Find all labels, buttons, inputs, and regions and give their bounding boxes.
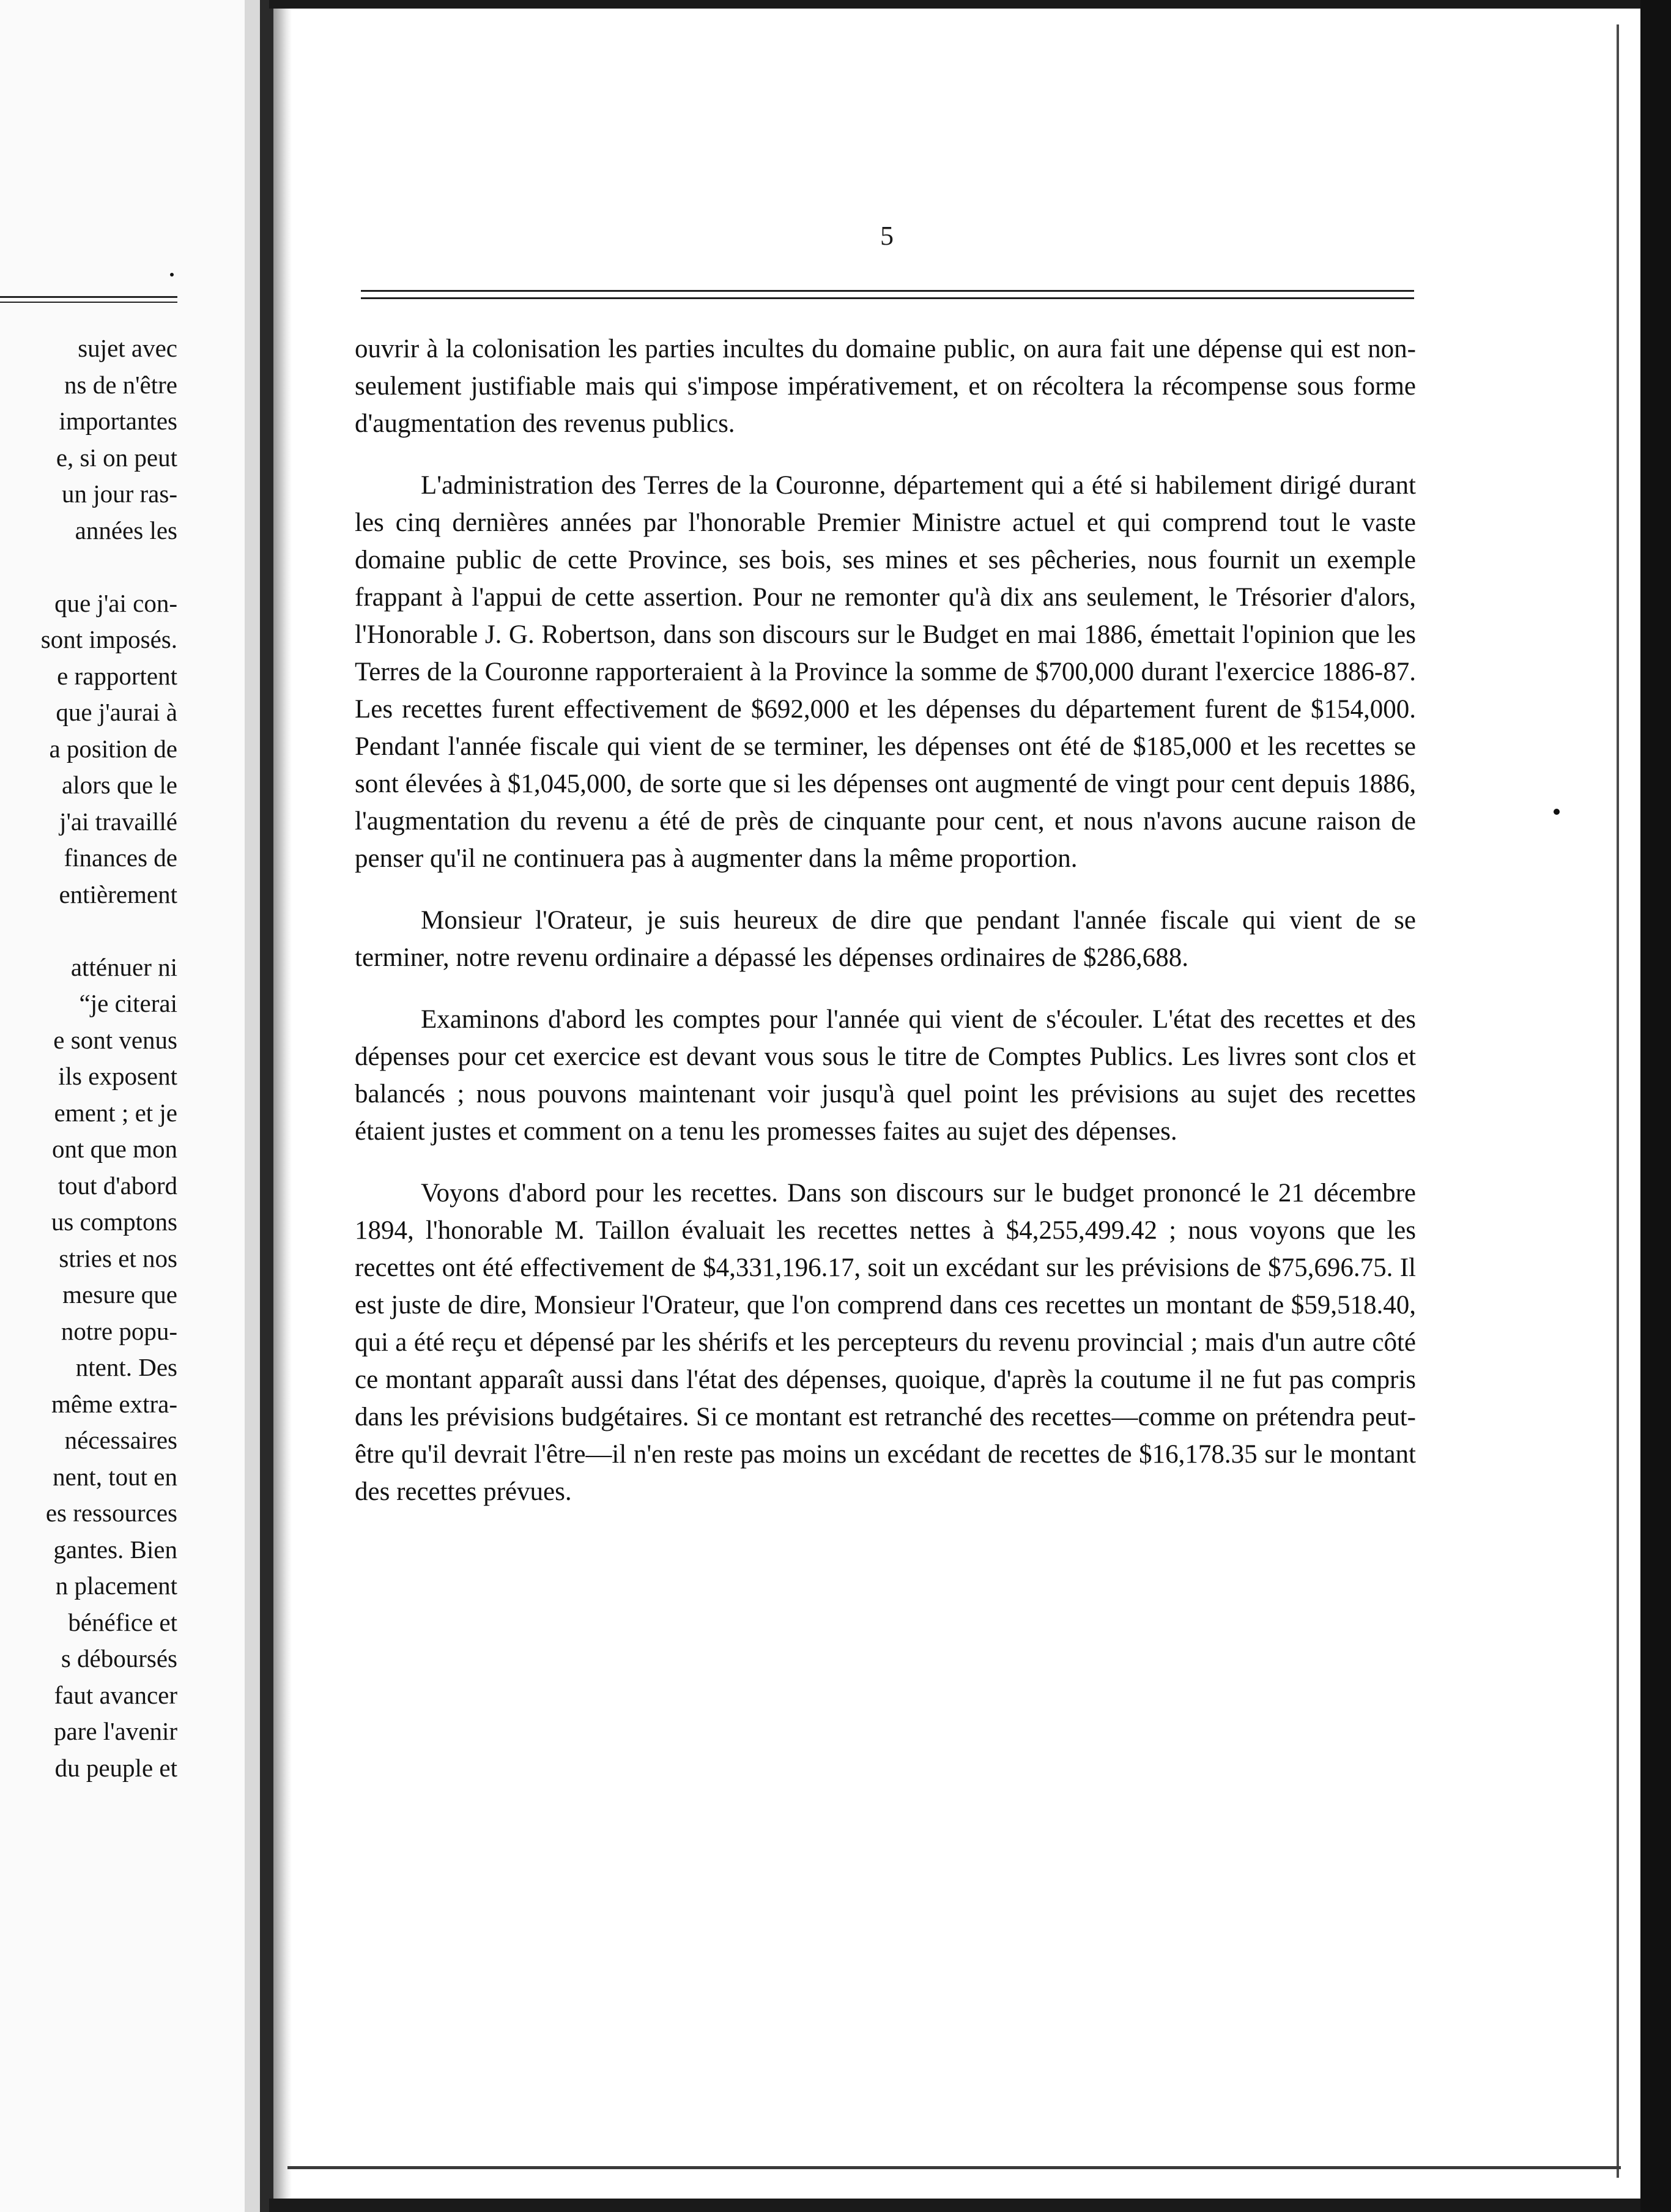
facing-line: pare l'avenir bbox=[53, 1717, 177, 1745]
facing-line: atténuer ni bbox=[70, 952, 177, 981]
facing-line: es ressources bbox=[45, 1499, 177, 1527]
facing-line: gantes. Bien bbox=[53, 1535, 177, 1564]
page-number: 5 bbox=[880, 221, 894, 251]
facing-line: du peuple et bbox=[54, 1753, 177, 1782]
facing-line-gap bbox=[0, 549, 177, 585]
facing-line: nent, tout en bbox=[53, 1462, 177, 1491]
paragraph-continuation: ouvrir à la colonisation les parties incultes du domaine public, on aura fait une dépense qui est non-seulement justifiable mais qui s'impose impérativement, et on récoltera la récompense sous forme d'augmentation des revenus publics. bbox=[355, 335, 1416, 438]
paragraph-surplus: Monsieur l'Orateur, je suis heureux de dire que pendant l'année fiscale qui vient de se terminer, notre revenu ordinaire a dépassé les dépenses ordinaires de $286,688. bbox=[355, 906, 1416, 972]
facing-line: tout d'abord bbox=[57, 1171, 177, 1200]
facing-page-text bbox=[0, 330, 177, 1786]
paragraph-crown-lands: L'administration des Terres de la Couronne, département qui a été si habilement dirigé durant les cinq dernières années par l'honorable Premier Ministre actuel et qui comprend tout le vaste domaine public de cette Province, ses bois, ses mines et ses pêcheries, nous fournit un exemple frappant à l'appui de cette assertion. Pour ne remonter qu'à dix ans seulement, le Trésorier d'alors, l'Honorable J. G. Robertson, dans son discours sur le Budget en mai 1886, émettait l'opinion que les Terres de la Couronne rapporteraient à la Province la somme de $700,000 durant l'exercice 1886-87. Les recettes furent effectivement de $692,000 et les dépenses du département furent de $154,000. Pendant l'année fiscale qui vient de se terminer, les dépenses ont été de $185,000 et les recettes se sont élevées à $1,045,000, de sorte que si les dépenses ont augmenté de vingt pour cent depuis 1886, l'augmentation du revenu a été de près de cinquante pour cent, et nous n'avons aucune raison de penser qu'il ne continuera pas à augmenter dans la même proportion. bbox=[355, 471, 1416, 873]
facing-line: alors que le bbox=[62, 771, 177, 799]
facing-line: ement ; et je bbox=[54, 1098, 177, 1127]
facing-line: un jour ras- bbox=[61, 480, 177, 508]
facing-line: s déboursés bbox=[61, 1644, 177, 1672]
scan-speck bbox=[1554, 809, 1560, 815]
facing-line: sujet avec bbox=[78, 334, 177, 362]
facing-line: même extra- bbox=[51, 1389, 177, 1418]
facing-line: “je citerai bbox=[79, 989, 177, 1017]
facing-line: que j'aurai à bbox=[56, 698, 177, 726]
body-text bbox=[355, 330, 1416, 1535]
scan-speck bbox=[170, 273, 174, 276]
header-double-rule bbox=[361, 290, 1414, 299]
facing-line: ntent. Des bbox=[75, 1353, 177, 1381]
facing-page-rule bbox=[0, 296, 177, 303]
facing-line: n placement bbox=[55, 1572, 177, 1600]
binding-edge bbox=[260, 0, 273, 2212]
facing-line: ils exposent bbox=[58, 1062, 177, 1090]
facing-line: e, si on peut bbox=[56, 443, 177, 472]
facing-line: ns de n'être bbox=[64, 370, 177, 399]
facing-line: notre popu- bbox=[61, 1316, 177, 1345]
facing-line-gap bbox=[0, 913, 177, 949]
facing-line: us comptons bbox=[51, 1208, 177, 1236]
facing-line: ont que mon bbox=[52, 1135, 177, 1163]
facing-line: importantes bbox=[59, 407, 177, 435]
facing-line: années les bbox=[75, 516, 177, 544]
binding-shadow bbox=[273, 0, 292, 2212]
facing-line: j'ai travaillé bbox=[59, 807, 177, 836]
facing-line: e rapportent bbox=[57, 661, 177, 690]
page-right-edge bbox=[1617, 24, 1619, 2178]
facing-line: sont imposés. bbox=[40, 625, 177, 653]
paragraph-receipts: Voyons d'abord pour les recettes. Dans son discours sur le budget prononcé le 21 décembre 1894, l'honorable M. Taillon évaluait les recettes nettes à $4,255,499.42 ; nous voyons que les recettes ont été effectivement de $4,331,196.17, soit un excédant sur les prévisions de $75,696.75. Il est juste de dire, Monsieur l'Orateur, que l'on comprend dans ces recettes un montant de $59,518.40, qui a été reçu et dépensé par les shérifs et les percepteurs du revenu provincial ; mais d'un autre côté ce montant apparaît aussi dans l'état des dépenses, quoique, d'après la coutume il ne fut pas compris dans les prévisions budgétaires. Si ce montant est retranché des recettes—comme on prétendra peut-être qu'il devrait l'être—il n'en reste pas moins un excédant de recettes de $16,178.35 sur le montant des recettes prévues. bbox=[355, 1179, 1416, 1506]
page-gutter bbox=[245, 0, 260, 2212]
facing-line: a position de bbox=[49, 734, 177, 763]
facing-line: bénéfice et bbox=[68, 1608, 177, 1636]
facing-line: entièrement bbox=[59, 880, 177, 908]
facing-page-fragment bbox=[0, 0, 245, 2212]
facing-line: que j'ai con- bbox=[54, 588, 177, 617]
paragraph-public-accounts: Examinons d'abord les comptes pour l'année qui vient de s'écouler. L'état des recettes et des dépenses pour cet exercice est devant vous sous le titre de Comptes Publics. Les livres sont clos et balancés ; nous pouvons maintenant voir jusqu'à quel point les prévisions au sujet des recettes étaient justes et comment on a tenu les promesses faites au sujet des dépenses. bbox=[355, 1005, 1416, 1146]
page-bottom-edge bbox=[287, 2166, 1621, 2169]
scan-bottom-border bbox=[269, 2199, 1671, 2212]
scan-top-border bbox=[269, 0, 1671, 9]
facing-line: finances de bbox=[64, 844, 177, 872]
facing-line: nécessaires bbox=[64, 1426, 177, 1454]
facing-line: e sont venus bbox=[53, 1025, 177, 1054]
facing-line: mesure que bbox=[62, 1280, 177, 1308]
scan-right-border bbox=[1640, 0, 1671, 2212]
facing-line: faut avancer bbox=[54, 1680, 177, 1709]
facing-line: stries et nos bbox=[59, 1244, 177, 1272]
